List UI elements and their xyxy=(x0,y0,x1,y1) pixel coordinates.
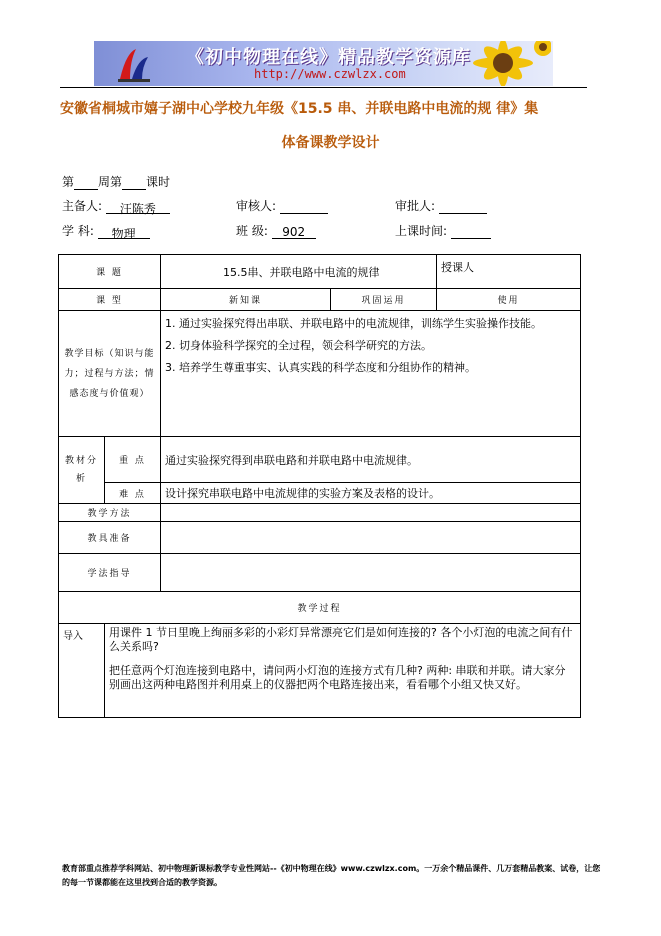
preparer-label: 主备人: xyxy=(62,199,103,213)
intro-paragraph-2: 把任意两个灯泡连接到电路中，请问两小灯泡的连接方式有几种? 两种: 串联和并联。请大家分别画出这两种电路图并利用桌上的仪器把两个电路连接出来，看看哪个小组又快又好。 xyxy=(109,664,566,691)
tools-label: 教具准备 xyxy=(59,522,161,554)
guide-value xyxy=(161,554,581,592)
approver-label: 审批人: xyxy=(395,199,436,213)
period-label: 课时 xyxy=(146,175,171,189)
site-logo-icon xyxy=(116,45,152,83)
teacher-label: 授课人 xyxy=(437,255,581,289)
header-rule xyxy=(60,87,587,88)
subject-field xyxy=(62,222,150,239)
banner-url[interactable]: http://www.czwlzx.com xyxy=(254,67,406,81)
reviewer-blank xyxy=(280,200,328,214)
key-text: 通过实验探究得到串联电路和并联电路中电流规律。 xyxy=(161,437,581,483)
goal-item-2: 2. 切身体验科学探究的全过程，领会科学研究的方法。 xyxy=(165,339,432,352)
intro-cell xyxy=(105,624,581,718)
table-row xyxy=(59,554,581,592)
preparer-field xyxy=(62,197,170,214)
sunflower-icon xyxy=(455,41,551,86)
week-label-2: 周第 xyxy=(98,175,123,189)
class-label: 班 级: xyxy=(236,224,268,238)
date-label: 上课时间: xyxy=(395,224,448,238)
table-row xyxy=(59,483,581,504)
page-footer: 教育部重点推荐学科网站、初中物理新课标教学专业性网站--《初中物理在线》www.czwlzx.com。一万余个精品课件、几万套精品教案、试卷，让您的每一节课都能在这里找到合适的教学资源。 xyxy=(62,864,601,887)
intro-paragraph-1: 用课件 1 节日里晚上绚丽多彩的小彩灯异常漂亮它们是如何连接的? 各个小灯泡的电流之间有什么关系吗? xyxy=(109,626,573,653)
table-row xyxy=(59,504,581,522)
table-row xyxy=(59,624,581,718)
analysis-label: 教材分析 xyxy=(59,437,105,504)
key-label: 重 点 xyxy=(105,437,161,483)
difficulty-label: 难 点 xyxy=(105,483,161,504)
lesson-plan-table xyxy=(58,254,581,718)
reviewer-label: 审核人: xyxy=(236,199,277,213)
approver-blank xyxy=(439,200,487,214)
document-title-line2: 体备课教学设计 xyxy=(281,135,380,151)
week-line xyxy=(62,173,170,190)
date-blank xyxy=(451,225,491,239)
topic-label: 课 题 xyxy=(59,255,161,289)
type-new: 新知课 xyxy=(161,289,331,311)
class-value: 902 xyxy=(272,225,316,239)
guide-label: 学法指导 xyxy=(59,554,161,592)
tools-value xyxy=(161,522,581,554)
table-row xyxy=(59,311,581,437)
method-label: 教学方法 xyxy=(59,504,161,522)
banner-title: 《初中物理在线》精品教学资源库 xyxy=(186,47,471,68)
subject-label: 学 科: xyxy=(62,224,94,238)
table-row xyxy=(59,255,581,289)
difficulty-text: 设计探究串联电路中电流规律的实验方案及表格的设计。 xyxy=(161,483,581,504)
type-review: 巩固运用 xyxy=(331,289,437,311)
type-label: 课 型 xyxy=(59,289,161,311)
table-row xyxy=(59,289,581,311)
week-blank xyxy=(74,176,98,190)
document-title-line1: 安徽省桐城市嬉子湖中心学校九年级《15.5 串、并联电路中电流的规 律》集 xyxy=(60,101,539,117)
goals-cell xyxy=(161,311,581,437)
table-row xyxy=(59,592,581,624)
goal-item-3: 3. 培养学生尊重事实、认真实践的科学态度和分组协作的精神。 xyxy=(165,361,476,374)
table-row xyxy=(59,437,581,483)
method-value xyxy=(161,504,581,522)
approver-field xyxy=(395,197,487,214)
process-label: 教学过程 xyxy=(59,592,581,624)
class-field xyxy=(236,222,316,239)
goals-label: 教学目标（知识与能力；过程与方法；情感态度与价值观） xyxy=(59,311,161,437)
preparer-value: 汪陈秀 xyxy=(106,200,170,214)
subject-value: 物理 xyxy=(98,225,150,239)
reviewer-field xyxy=(236,197,328,214)
table-row xyxy=(59,522,581,554)
intro-label: 导入 xyxy=(59,624,105,718)
week-label: 第 xyxy=(62,175,75,189)
topic-value: 15.5串、并联电路中电流的规律 xyxy=(161,255,437,289)
goal-item-1: 1. 通过实验探究得出串联、并联电路中的电流规律，训练学生实验操作技能。 xyxy=(165,317,542,330)
type-use: 使用 xyxy=(437,289,581,311)
period-blank xyxy=(122,176,146,190)
date-field xyxy=(395,222,491,239)
site-banner xyxy=(94,41,553,86)
